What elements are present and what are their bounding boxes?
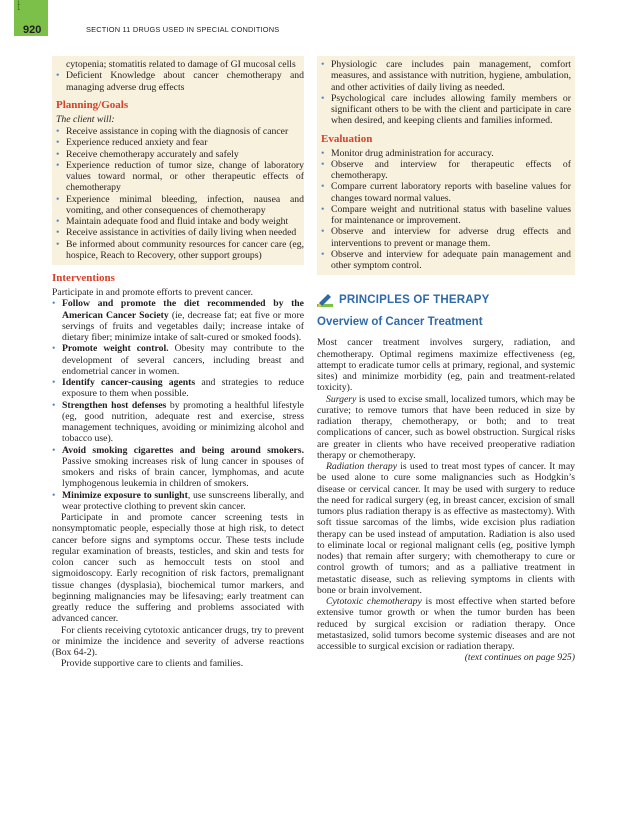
list-item bbox=[52, 377, 304, 400]
list-item: • Receive chemotherapy accurately and safely bbox=[56, 149, 304, 160]
list-item: • Observe and interview for adverse drug effects and interventions to prevent or manage them. bbox=[321, 226, 571, 249]
planning-goals-heading: Planning/Goals bbox=[56, 98, 129, 111]
intervention-text: and strategies to reduce exposure to them when possible. bbox=[62, 377, 305, 400]
box-continuation: cytopenia; stomatitis related to damage of GI mucosal cells bbox=[66, 59, 296, 70]
nursing-process-box-left bbox=[52, 56, 304, 265]
list-item: • Receive assistance in coping with the diagnosis of cancer bbox=[56, 126, 304, 137]
supportive-paragraph: Provide supportive care to clients and families. bbox=[61, 658, 244, 670]
intervention-text: Obesity may contribute to the development of several cancers, including breast and endometrial cancer in women. bbox=[62, 343, 304, 377]
diagnosis-list bbox=[56, 70, 304, 93]
cytotoxic-paragraph bbox=[317, 596, 575, 652]
overview-heading: Overview of Cancer Treatment bbox=[317, 316, 483, 329]
evaluation-list bbox=[321, 148, 571, 272]
intervention-text: by promoting a healthful lifestyle (eg, good nutrition, adequate rest and exercise, stress management techniques, avoiding or minimizing alcohol and tobacco use). bbox=[62, 399, 304, 445]
overview-paragraph: Most cancer treatment involves surgery, radiation, and chemotherapy. Optimal regimens maximize effectiveness (eg, attempt to eradicate tumor cells at primary, regional, and systemic sites) and minimize morbidity (eg, pain and treatment-related toxicity). bbox=[317, 337, 575, 394]
intervention-term: Promote weight control. bbox=[62, 343, 169, 355]
cytotoxic-term: Cytotoxic chemotherapy bbox=[326, 596, 422, 607]
intervention-text: (ie, decrease fat; eat five or more servings of fruits and vegetables daily; increase intake of dietary fiber; minimize intake of salt-cured or smoked foods). bbox=[62, 309, 304, 343]
left-column bbox=[52, 56, 304, 670]
list-item: • Psychological care includes allowing family members or significant others to be with the client and participate in care when desired, and keeping clients and families informed. bbox=[321, 93, 571, 127]
list-item: • Be informed about community resources for cancer care (eg, hospice, Reach to Recovery, other support groups) bbox=[56, 239, 304, 262]
right-column bbox=[317, 56, 575, 664]
evaluation-heading: Evaluation bbox=[321, 132, 373, 145]
running-header: SECTION 11 DRUGS USED IN SPECIAL CONDITIONS bbox=[86, 25, 280, 34]
screening-paragraph: Participate in and promote cancer screening tests in nonsymptomatic people, especially those at high risk, to detect cancer before signs and symptoms occur. These tests include regular examination of breasts, testicles, and skin and tests for colon cancer such as hemoccult tests on stool and sigmoidoscopy. Early recognition of risk factors, premalignant tissue changes (dysplasia), biochemical tumor markers, and beginning malignancies may be lifesaving; early treatment can greatly reduce the suffering and problems associated with advanced cancer. bbox=[52, 512, 304, 625]
intervention-term: Avoid smoking cigarettes and being around smokers. bbox=[62, 444, 304, 456]
list-item bbox=[52, 298, 304, 343]
list-item: • Experience minimal bleeding, infection, nausea and vomiting, and other consequences of chemotherapy bbox=[56, 194, 304, 217]
list-item: • Deficient Knowledge about cancer chemotherapy and managing adverse drug effects bbox=[56, 70, 304, 93]
list-item bbox=[52, 400, 304, 445]
list-item: • Observe and interview for therapeutic effects of chemotherapy. bbox=[321, 159, 571, 182]
interventions-heading: Interventions bbox=[52, 272, 115, 284]
list-item: • Experience reduced anxiety and fear bbox=[56, 137, 304, 148]
interventions-intro: Participate in and promote efforts to prevent cancer. bbox=[52, 287, 254, 298]
list-item: • Maintain adequate food and fluid intake and body weight bbox=[56, 216, 304, 227]
surgery-text: is used to excise small, localized tumors, which may be curative; to remove tumors that have been reduced in size by radiation therapy, chemotherapy, or both; and to treat complications of cancer, such as bowel obstruction. Surgical risks are greater in clients who have received preoperative radiation therapy or chemotherapy. bbox=[317, 393, 575, 461]
list-item: • Monitor drug administration for accuracy. bbox=[321, 148, 571, 159]
page-number: 920 bbox=[23, 24, 42, 36]
intervention-text: Passive smoking increases risk of lung cancer in spouses of smokers and risks of brain cancer, lymphomas, and acute lymphogenous leukemia in children of smokers. bbox=[62, 455, 304, 490]
principles-title: PRINCIPLES OF THERAPY bbox=[339, 294, 490, 307]
care-list bbox=[321, 59, 571, 127]
pencil-icon bbox=[317, 292, 333, 308]
intervention-term: Identify cancer-causing agents bbox=[62, 377, 196, 388]
principles-heading-row bbox=[317, 292, 575, 308]
tab-mark: 1 1 bbox=[17, 1, 21, 12]
cytotoxic-text: is most effective when started before extensive tumor growth or when the tumor burden has been reduced by surgical excision or radiation therapy. Once metastasized, solid tumors become systemic diseases and are not accessible to surgical excision or radiation therapy. bbox=[317, 596, 575, 652]
intervention-term: Follow and promote the diet recommended by the American Cancer Society bbox=[62, 298, 304, 321]
list-item bbox=[52, 445, 304, 490]
list-item: • Physiologic care includes pain management, comfort measures, and assistance with nutrition, hygiene, ambulation, and other activities of daily living as needed. bbox=[321, 59, 571, 93]
radiation-text: is used to treat most types of cancer. It may be used alone to cure some malignancies such as Hodgkin’s disease or cervical cancer. It may be used with surgery to reduce the need for radical surgery (eg, in breast cancer, excision of small tumors plus radiation therapy is as effective as mastectomy). With soft tissue sarcomas of the limbs, wide excision plus radiation therapy can be used instead of amputation. Radiation is also used to eliminate local or regional malignant cells (eg, positive lymph nodes) that remain after surgery; with chemotherapy to cure or control growth of tumors; and as a palliative treatment in metastatic disease, such as relieving symptoms in clients with bone or brain involvement. bbox=[317, 461, 575, 596]
list-item: • Compare current laboratory reports with baseline values for changes toward normal values. bbox=[321, 181, 571, 204]
interventions-list bbox=[52, 298, 304, 512]
planning-list bbox=[56, 126, 304, 261]
list-item: • Compare weight and nutritional status with baseline values for maintenance or improvement. bbox=[321, 204, 571, 227]
radiation-paragraph bbox=[317, 461, 575, 596]
nursing-process-box-right bbox=[317, 56, 575, 275]
list-item bbox=[52, 343, 304, 377]
continuation-note: (text continues on page 925) bbox=[464, 652, 575, 664]
surgery-term: Surgery bbox=[326, 393, 357, 405]
intervention-text: , use sunscreens liberally, and wear protective clothing to prevent skin cancer. bbox=[62, 489, 304, 512]
list-item: • Observe and interview for adequate pain management and other symptom control. bbox=[321, 249, 571, 272]
list-item bbox=[52, 490, 304, 513]
planning-intro: The client will: bbox=[56, 113, 115, 125]
list-item: • Receive assistance in activities of daily living when needed bbox=[56, 227, 304, 238]
clients-paragraph: For clients receiving cytotoxic anticancer drugs, try to prevent or minimize the incidence and severity of adverse reactions (Box 64-2). bbox=[52, 624, 304, 658]
surgery-paragraph bbox=[317, 394, 575, 462]
intervention-term: Strengthen host defenses bbox=[62, 399, 167, 411]
list-item: • Experience reduction of tumor size, change of laboratory values toward normal, or other therapeutic effects of chemotherapy bbox=[56, 160, 304, 194]
radiation-term: Radiation therapy bbox=[326, 461, 397, 472]
intervention-term: Minimize exposure to sunlight bbox=[62, 489, 188, 501]
